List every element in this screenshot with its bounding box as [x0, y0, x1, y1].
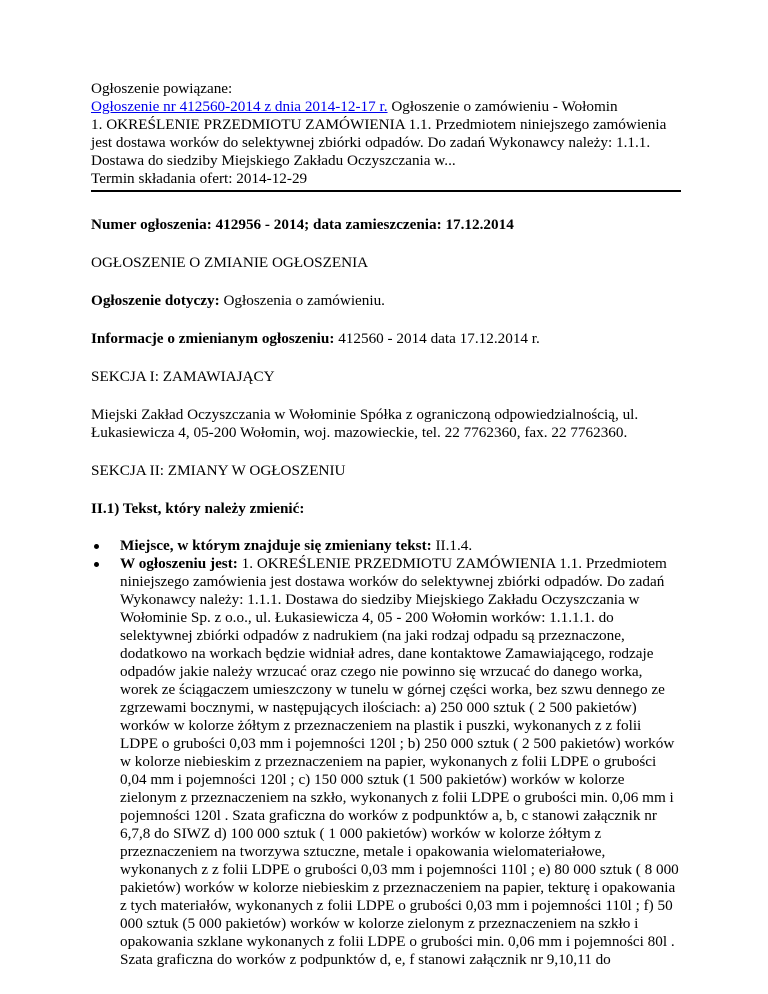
- original-text-label: W ogłoszeniu jest:: [120, 555, 238, 572]
- related-notice-block: [91, 80, 681, 188]
- notice-concerns-label: Ogłoszenie dotyczy:: [91, 292, 220, 309]
- related-link-line: [91, 98, 681, 116]
- notice-type: OGŁOSZENIE O ZMIANIE OGŁOSZENIA: [91, 254, 369, 271]
- horizontal-divider: [91, 190, 681, 192]
- related-summary: 1. OKREŚLENIE PRZEDMIOTU ZAMÓWIENIA 1.1. Przedmiotem niniejszego zamówienia jest dostawa worków do selektywnej zbiórki odpadów. Do zadań Wykonawcy należy: 1.1.1. Dostawa do siedziby Miejskiego Zakładu Oczyszczania w...: [91, 116, 667, 169]
- section1-body: Miejski Zakład Oczyszczania w Wołominie Spółka z ograniczoną odpowiedzialnością, ul. Łukasiewicza 4, 05-200 Wołomin, woj. mazowieckie, tel. 22 7762360, fax. 22 7762360.: [91, 406, 639, 441]
- original-text-value: 1. OKREŚLENIE PRZEDMIOTU ZAMÓWIENIA 1.1. Przedmiotem niniejszego zamówienia jest dostawa worków do selektywnej zbiórki odpadów. Do zadań Wykonawcy należy: 1.1.1. Dostawa do siedziby Miejskiego Zakładu Oczyszczania w Wołominie Sp. z o.o., ul. Łukasiewicza 4, 05 - 200 Wołomin worków: 1.1.1.1. do selektywnej zbiórki odpadów z nadrukiem (na jaki rodzaj odpadu są przeznaczone, dodatkowo na workach będzie widniał adres, dane kontaktowe Zamawiającego, rodzaje odpadów jakie należy wrzucać oraz czego nie powinno się wrzucać do danego worka, worek ze ściągaczem umieszczony w tunelu w górnej części worka, bez szwu dennego ze zgrzewami bocznymi, w następujących ilościach: a) 250 000 sztuk ( 2 500 pakietów) worków w kolorze żółtym z przeznaczeniem na plastik i puszki, wykonanych z z folii LDPE o grubości 0,03 mm i pojemności 120l ; b) 250 000 sztuk ( 2 500 pakietów) worków w kolorze niebieskim z przeznaczeniem na papier, wykonanych z folii LDPE o grubości 0,04 mm i pojemności 120l ; c) 150 000 sztuk (1 500 pakietów) worków w kolorze zielonym z przeznaczeniem na szkło, wykonanych z folii LDPE o grubości min. 0,06 mm i pojemności 120l . Szata graficzna do worków z podpunktów a, b, c stanowi załącznik nr 6,7,8 do SIWZ d) 100 000 sztuk ( 1 000 pakietów) worków w kolorze żółtym z przeznaczeniem na tworzywa sztuczne, metale i opakowania wielomateriałowe, wykonanych z z folii LDPE o grubości 0,03 mm i pojemności 110l ; e) 80 000 sztuk ( 8 000 pakietów) worków w kolorze niebieskim z przeznaczeniem na papier, tekturę i opakowania z tych materiałów, wykonanych z folii LDPE o grubości 0,03 mm i pojemności 110l ; f) 50 000 sztuk (5 000 pakietów) worków w kolorze zielonym z przeznaczeniem na szkło i opakowania szklane wykonanych z folii LDPE o grubości min. 0,06 mm i pojemności 80l . Szata graficzna do worków z podpunktów d, e, f stanowi załącznik nr 9,10,11 do: [120, 555, 679, 968]
- section1-heading: SEKCJA I: ZAMAWIAJĄCY: [91, 368, 275, 385]
- notice-concerns-value: Ogłoszenia o zamówieniu.: [219, 292, 385, 309]
- notice-number: Numer ogłoszenia: 412956 - 2014; data zamieszczenia: 17.12.2014: [91, 216, 514, 233]
- list-item: [91, 537, 681, 555]
- section2-heading: SEKCJA II: ZMIANY W OGŁOSZENIU: [91, 462, 346, 479]
- notice-concerns: [91, 292, 681, 310]
- document-page: [91, 80, 681, 969]
- list-item: [91, 555, 681, 969]
- related-notice-link[interactable]: Ogłoszenie nr 412560-2014 z dnia 2014-12-17 r.: [91, 98, 388, 115]
- related-deadline: Termin składania ofert: 2014-12-29: [91, 170, 308, 187]
- related-link-suffix: Ogłoszenie o zamówieniu - Wołomin: [387, 98, 618, 115]
- change-location-label: Miejsce, w którym znajduje się zmieniany tekst:: [120, 537, 432, 554]
- section2-subheading: II.1) Tekst, który należy zmienić:: [91, 500, 305, 517]
- notice-info-value: 412560 - 2014 data 17.12.2014 r.: [334, 330, 540, 347]
- change-location-value: II.1.4.: [431, 537, 473, 554]
- changes-list: [91, 537, 681, 969]
- notice-info-label: Informacje o zmienianym ogłoszeniu:: [91, 330, 335, 347]
- related-heading: Ogłoszenie powiązane:: [91, 80, 233, 97]
- notice-info: [91, 330, 681, 348]
